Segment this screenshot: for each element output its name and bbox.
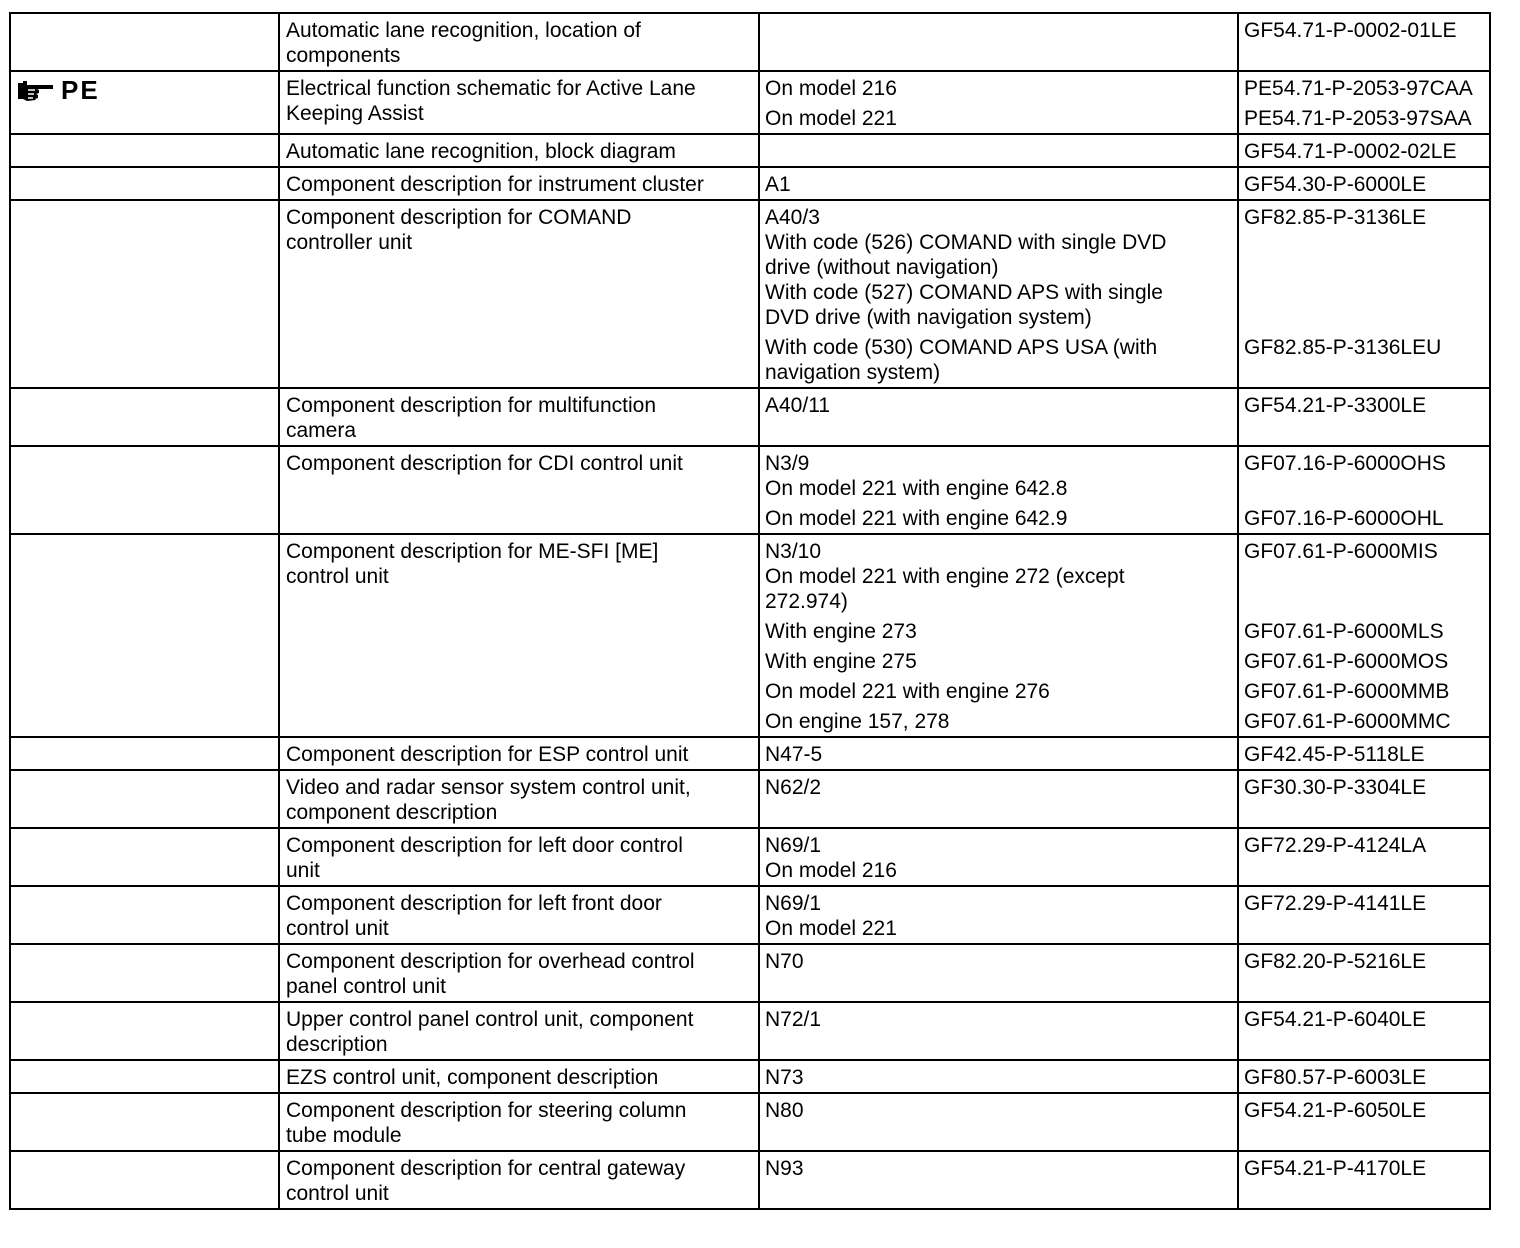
marker-cell (10, 388, 279, 446)
table-row (10, 71, 1490, 134)
document-link[interactable]: GF54.71-P-0002-02LE (1244, 140, 1457, 163)
applicability-line: With code (527) COMAND APS with single (765, 281, 1163, 304)
document-number-cell (1238, 534, 1490, 737)
applicability-line: On model 221 (765, 107, 897, 130)
document-number-cell (1238, 134, 1490, 167)
description-line: description (286, 1033, 388, 1056)
pe-label: PE (61, 75, 100, 105)
applicability-cell (759, 886, 1238, 944)
applicability-line: N62/2 (765, 776, 822, 799)
table-row (10, 167, 1490, 200)
description-line: Component description for steering column (286, 1099, 687, 1122)
document-number-cell (1238, 388, 1490, 446)
description-cell (279, 1002, 759, 1060)
marker-cell (10, 71, 279, 134)
applicability-line: N72/1 (765, 1008, 822, 1031)
applicability-cell (759, 1093, 1238, 1151)
description-line: component description (286, 801, 498, 824)
document-number-cell (1238, 200, 1490, 388)
description-cell (279, 1151, 759, 1209)
marker-cell (10, 737, 279, 770)
applicability-line: A1 (765, 173, 791, 196)
table-row (10, 446, 1490, 534)
filler-line (1244, 564, 1489, 589)
marker-cell (10, 534, 279, 737)
description-line: Component description for left door control (286, 834, 683, 857)
document-number-cell (1238, 737, 1490, 770)
filler-line (1244, 255, 1489, 280)
description-line: Upper control panel control unit, component (286, 1008, 694, 1031)
document-link[interactable]: GF42.45-P-5118LE (1244, 743, 1425, 766)
document-number-cell (1238, 446, 1490, 534)
description-line: Video and radar sensor system control unit, (286, 776, 691, 799)
description-cell (279, 886, 759, 944)
description-cell (279, 770, 759, 828)
marker-cell (10, 1060, 279, 1093)
applicability-line: N80 (765, 1099, 804, 1122)
description-cell (279, 1060, 759, 1093)
applicability-line: With engine 273 (765, 620, 917, 643)
applicability-cell (759, 828, 1238, 886)
description-line: control unit (286, 917, 389, 940)
table-row (10, 13, 1490, 71)
description-line: Electrical function schematic for Active Lane (286, 77, 696, 100)
document-number-cell (1238, 770, 1490, 828)
document-link[interactable]: GF07.16-P-6000OHS (1244, 452, 1446, 475)
table-row (10, 1151, 1490, 1209)
applicability-line: DVD drive (with navigation system) (765, 306, 1092, 329)
applicability-line: N70 (765, 950, 804, 973)
applicability-line: N73 (765, 1066, 804, 1089)
description-line: control unit (286, 565, 389, 588)
description-line: Component description for instrument cluster (286, 173, 704, 196)
description-cell (279, 446, 759, 534)
description-line: Component description for left front door (286, 892, 662, 915)
document-link[interactable]: GF30.30-P-3304LE (1244, 776, 1427, 799)
table-row (10, 1060, 1490, 1093)
description-line: Component description for overhead control (286, 950, 695, 973)
applicability-cell (759, 167, 1238, 200)
document-link[interactable]: GF72.29-P-4124LA (1244, 834, 1427, 857)
description-line: components (286, 44, 401, 67)
document-link[interactable]: GF82.85-P-3136LEU (1244, 336, 1442, 359)
applicability-line: N93 (765, 1157, 804, 1180)
applicability-line: N3/9 (765, 452, 810, 475)
applicability-line: navigation system) (765, 361, 941, 384)
document-link[interactable]: GF54.21-P-3300LE (1244, 394, 1427, 417)
marker-cell (10, 886, 279, 944)
applicability-line: On model 221 with engine 642.9 (765, 507, 1068, 530)
document-number-cell (1238, 71, 1490, 134)
table-body (10, 13, 1490, 1209)
document-number-cell (1238, 828, 1490, 886)
description-line: Component description for central gateway (286, 1157, 686, 1180)
document-link[interactable]: GF07.61-P-6000MMC (1244, 710, 1451, 733)
marker-cell (10, 446, 279, 534)
document-link[interactable]: GF07.61-P-6000MIS (1244, 540, 1438, 563)
filler-line (1244, 916, 1489, 941)
applicability-cell (759, 200, 1238, 388)
filler-line (1244, 360, 1489, 385)
description-cell (279, 737, 759, 770)
table-row (10, 770, 1490, 828)
table-row (10, 886, 1490, 944)
document-link[interactable]: GF54.30-P-6000LE (1244, 173, 1427, 196)
description-line: camera (286, 419, 357, 442)
applicability-line (765, 139, 1237, 164)
applicability-cell (759, 534, 1238, 737)
description-cell (279, 13, 759, 71)
description-cell (279, 388, 759, 446)
marker-cell (10, 13, 279, 71)
applicability-line: On model 221 with engine 642.8 (765, 477, 1068, 500)
document-link[interactable]: GF07.61-P-6000MLS (1244, 620, 1444, 643)
document-number-cell (1238, 167, 1490, 200)
description-cell (279, 944, 759, 1002)
description-line: Component description for ME-SFI [ME] (286, 540, 659, 563)
description-line: Keeping Assist (286, 102, 424, 125)
applicability-line: With code (530) COMAND APS USA (with (765, 336, 1158, 359)
applicability-line: On model 221 with engine 276 (765, 680, 1050, 703)
applicability-line: On model 216 (765, 859, 897, 882)
document-link[interactable]: GF82.85-P-3136LE (1244, 206, 1427, 229)
pointing-hand-icon (17, 80, 55, 102)
description-cell (279, 71, 759, 134)
applicability-cell (759, 388, 1238, 446)
marker-cell (10, 770, 279, 828)
marker-cell (10, 828, 279, 886)
applicability-cell (759, 446, 1238, 534)
applicability-line: N69/1 (765, 892, 822, 915)
table-row (10, 1002, 1490, 1060)
description-cell (279, 134, 759, 167)
filler-line (1244, 230, 1489, 255)
description-line: controller unit (286, 231, 413, 254)
description-line: control unit (286, 1182, 389, 1205)
document-link[interactable]: GF72.29-P-4141LE (1244, 892, 1427, 915)
applicability-cell (759, 13, 1238, 71)
applicability-cell (759, 737, 1238, 770)
document-link[interactable]: GF82.20-P-5216LE (1244, 950, 1427, 973)
document-number-cell (1238, 944, 1490, 1002)
filler-line (1244, 589, 1489, 614)
document-link[interactable]: PE54.71-P-2053-97CAA (1244, 77, 1473, 100)
table-row (10, 534, 1490, 737)
document-link[interactable]: GF54.21-P-6040LE (1244, 1008, 1427, 1031)
applicability-cell (759, 1002, 1238, 1060)
description-cell (279, 828, 759, 886)
applicability-line: On model 216 (765, 77, 897, 100)
document-link[interactable]: GF54.21-P-6050LE (1244, 1099, 1427, 1122)
description-line: Component description for CDI control unit (286, 452, 683, 475)
description-line: Component description for ESP control unit (286, 743, 689, 766)
marker-cell (10, 1093, 279, 1151)
document-link[interactable]: GF07.61-P-6000MOS (1244, 650, 1449, 673)
document-number-cell (1238, 1060, 1490, 1093)
applicability-cell (759, 1060, 1238, 1093)
table-row (10, 944, 1490, 1002)
document-link[interactable]: GF07.61-P-6000MMB (1244, 680, 1450, 703)
applicability-line: A40/11 (765, 394, 830, 417)
applicability-cell (759, 770, 1238, 828)
table-row (10, 1093, 1490, 1151)
marker-cell (10, 134, 279, 167)
applicability-cell (759, 944, 1238, 1002)
document-number-cell (1238, 1151, 1490, 1209)
applicability-line: N3/10 (765, 540, 822, 563)
filler-line (1244, 476, 1489, 501)
document-number-cell (1238, 886, 1490, 944)
applicability-cell (759, 71, 1238, 134)
table-row (10, 737, 1490, 770)
marker-cell (10, 167, 279, 200)
description-line: Automatic lane recognition, block diagram (286, 140, 676, 163)
marker-cell (10, 1151, 279, 1209)
marker-cell (10, 1002, 279, 1060)
applicability-line: drive (without navigation) (765, 256, 999, 279)
document-link[interactable]: PE54.71-P-2053-97SAA (1244, 107, 1472, 130)
marker-cell (10, 944, 279, 1002)
pe-marker[interactable] (11, 72, 278, 103)
applicability-cell (759, 134, 1238, 167)
table-row (10, 388, 1490, 446)
applicability-line: On model 221 (765, 917, 897, 940)
document-number-cell (1238, 1093, 1490, 1151)
table-row (10, 200, 1490, 388)
reference-table (9, 12, 1491, 1210)
document-link[interactable]: GF54.71-P-0002-01LE (1244, 19, 1457, 42)
applicability-line: A40/3 (765, 206, 820, 229)
table-row (10, 134, 1490, 167)
document-number-cell (1238, 13, 1490, 71)
description-line: Component description for multifunction (286, 394, 657, 417)
applicability-line: 272.974) (765, 590, 848, 613)
description-cell (279, 167, 759, 200)
description-line: Automatic lane recognition, location of (286, 19, 641, 42)
document-link[interactable]: GF07.16-P-6000OHL (1244, 507, 1444, 530)
applicability-line: N69/1 (765, 834, 822, 857)
filler-line (1244, 858, 1489, 883)
applicability-line (765, 18, 1237, 43)
description-cell (279, 200, 759, 388)
applicability-cell (759, 1151, 1238, 1209)
description-cell (279, 534, 759, 737)
applicability-line: On model 221 with engine 272 (except (765, 565, 1125, 588)
document-number-cell (1238, 1002, 1490, 1060)
description-cell (279, 1093, 759, 1151)
description-line: Component description for COMAND (286, 206, 632, 229)
document-reference-table (9, 12, 1491, 1210)
applicability-line: With code (526) COMAND with single DVD (765, 231, 1167, 254)
filler-line (1244, 305, 1489, 330)
description-line: panel control unit (286, 975, 446, 998)
applicability-line: With engine 275 (765, 650, 917, 673)
document-link[interactable]: GF80.57-P-6003LE (1244, 1066, 1427, 1089)
document-link[interactable]: GF54.21-P-4170LE (1244, 1157, 1427, 1180)
description-line: tube module (286, 1124, 402, 1147)
description-line: EZS control unit, component description (286, 1066, 659, 1089)
marker-cell (10, 200, 279, 388)
applicability-line: N47-5 (765, 743, 823, 766)
applicability-line: On engine 157, 278 (765, 710, 950, 733)
description-line: unit (286, 859, 320, 882)
table-row (10, 828, 1490, 886)
filler-line (1244, 280, 1489, 305)
